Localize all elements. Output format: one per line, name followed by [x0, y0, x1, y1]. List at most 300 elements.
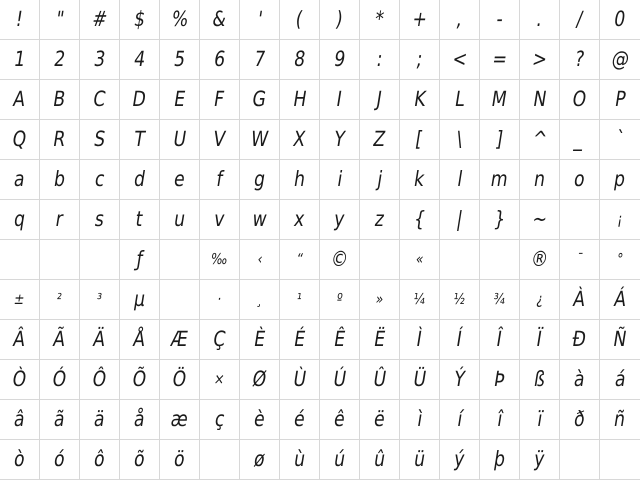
- glyph: w: [250, 207, 269, 231]
- glyph-cell[interactable]: [400, 120, 440, 160]
- glyph: r: [54, 207, 66, 231]
- glyph: X: [291, 127, 308, 151]
- glyph-cell[interactable]: [80, 320, 120, 360]
- glyph-cell[interactable]: [400, 200, 440, 240]
- glyph-cell[interactable]: [480, 40, 520, 80]
- glyph-cell[interactable]: [320, 280, 360, 320]
- glyph-cell[interactable]: [480, 240, 520, 280]
- glyph-cell[interactable]: [440, 360, 480, 400]
- glyph: í: [455, 407, 464, 431]
- glyph-cell[interactable]: [360, 120, 400, 160]
- glyph-cell[interactable]: [120, 160, 160, 200]
- glyph-cell[interactable]: [120, 400, 160, 440]
- glyph-cell[interactable]: [440, 280, 480, 320]
- glyph-cell[interactable]: [480, 160, 520, 200]
- glyph-cell[interactable]: [320, 40, 360, 80]
- glyph: [575, 209, 584, 230]
- glyph-cell[interactable]: [280, 0, 320, 40]
- glyph-cell[interactable]: [520, 160, 560, 200]
- glyph-cell[interactable]: [440, 80, 480, 120]
- glyph-cell[interactable]: [0, 40, 40, 80]
- glyph: ¾: [492, 290, 507, 308]
- glyph: Ò: [10, 367, 29, 391]
- glyph-cell[interactable]: [0, 440, 40, 480]
- glyph: þ: [492, 447, 507, 471]
- glyph: °: [615, 250, 625, 268]
- glyph-cell[interactable]: [320, 120, 360, 160]
- glyph-cell[interactable]: [480, 0, 520, 40]
- glyph: ®: [529, 247, 551, 271]
- glyph-cell[interactable]: [400, 240, 440, 280]
- glyph-cell[interactable]: [520, 0, 560, 40]
- glyph-cell[interactable]: [0, 0, 40, 40]
- glyph-cell[interactable]: [560, 280, 600, 320]
- glyph: Ó: [50, 367, 69, 391]
- glyph-cell[interactable]: [80, 440, 120, 480]
- glyph-cell[interactable]: [480, 280, 520, 320]
- glyph-cell[interactable]: [280, 360, 320, 400]
- glyph-cell[interactable]: [40, 400, 80, 440]
- glyph-cell[interactable]: [280, 280, 320, 320]
- glyph-cell[interactable]: [120, 120, 160, 160]
- glyph-cell[interactable]: [280, 120, 320, 160]
- glyph-cell[interactable]: [440, 40, 480, 80]
- glyph-cell[interactable]: [360, 400, 400, 440]
- glyph-cell[interactable]: [200, 0, 240, 40]
- glyph-cell[interactable]: [80, 160, 120, 200]
- glyph: [455, 249, 464, 270]
- glyph-cell[interactable]: [0, 200, 40, 240]
- glyph-cell[interactable]: [520, 200, 560, 240]
- glyph: =: [490, 47, 509, 71]
- glyph: ¹: [295, 290, 304, 308]
- glyph-cell[interactable]: [240, 120, 280, 160]
- glyph: S: [92, 127, 107, 151]
- glyph: ¡: [616, 210, 624, 228]
- glyph-cell[interactable]: [600, 80, 640, 120]
- glyph: ø: [252, 447, 267, 471]
- glyph-cell[interactable]: [240, 160, 280, 200]
- glyph-cell[interactable]: [280, 160, 320, 200]
- glyph-cell[interactable]: [40, 240, 80, 280]
- glyph-cell[interactable]: [200, 80, 240, 120]
- glyph-cell[interactable]: [520, 240, 560, 280]
- glyph: 4: [132, 47, 147, 71]
- glyph-cell[interactable]: [0, 360, 40, 400]
- glyph-cell[interactable]: [600, 440, 640, 480]
- glyph: V: [211, 127, 228, 151]
- glyph-cell[interactable]: [360, 200, 400, 240]
- glyph-cell[interactable]: [560, 0, 600, 40]
- glyph-cell[interactable]: [120, 40, 160, 80]
- glyph-cell[interactable]: [80, 40, 120, 80]
- glyph: Þ: [492, 367, 507, 391]
- glyph: o: [572, 167, 587, 191]
- glyph-cell[interactable]: [520, 320, 560, 360]
- glyph: !: [14, 7, 25, 31]
- glyph-cell[interactable]: [560, 360, 600, 400]
- glyph-cell[interactable]: [480, 400, 520, 440]
- glyph-cell[interactable]: [160, 320, 200, 360]
- glyph-cell[interactable]: [120, 200, 160, 240]
- glyph-cell[interactable]: [600, 160, 640, 200]
- glyph: n: [532, 167, 547, 191]
- glyph-cell[interactable]: [200, 160, 240, 200]
- glyph-cell[interactable]: [240, 280, 280, 320]
- glyph-cell[interactable]: [0, 400, 40, 440]
- glyph-cell[interactable]: [480, 200, 520, 240]
- glyph-cell[interactable]: [280, 400, 320, 440]
- glyph: [95, 249, 104, 270]
- glyph-cell[interactable]: [560, 160, 600, 200]
- glyph-cell[interactable]: [320, 360, 360, 400]
- glyph-cell[interactable]: [160, 280, 200, 320]
- glyph-cell[interactable]: [280, 40, 320, 80]
- glyph-cell[interactable]: [360, 40, 400, 80]
- glyph-cell[interactable]: [440, 400, 480, 440]
- glyph-cell[interactable]: [80, 120, 120, 160]
- glyph-cell[interactable]: [400, 160, 440, 200]
- glyph-cell[interactable]: [80, 240, 120, 280]
- glyph: ú: [332, 447, 347, 471]
- glyph-cell[interactable]: [0, 120, 40, 160]
- glyph-cell[interactable]: [40, 280, 80, 320]
- glyph-cell[interactable]: [0, 320, 40, 360]
- glyph: Ù: [291, 367, 308, 391]
- glyph-cell[interactable]: [40, 440, 80, 480]
- glyph: ©: [329, 247, 351, 271]
- glyph: I: [335, 87, 345, 111]
- glyph: [616, 449, 625, 470]
- glyph-cell[interactable]: [280, 440, 320, 480]
- glyph-cell[interactable]: [480, 440, 520, 480]
- glyph: Ñ: [611, 327, 629, 351]
- glyph-cell[interactable]: [440, 160, 480, 200]
- glyph-cell[interactable]: [200, 320, 240, 360]
- glyph-cell[interactable]: [240, 360, 280, 400]
- glyph-cell[interactable]: [240, 0, 280, 40]
- glyph-cell[interactable]: [120, 0, 160, 40]
- glyph-cell[interactable]: [360, 160, 400, 200]
- glyph-cell[interactable]: [0, 160, 40, 200]
- glyph: .: [534, 7, 545, 31]
- glyph: ä: [92, 407, 107, 431]
- glyph-cell[interactable]: [200, 120, 240, 160]
- glyph-cell[interactable]: [560, 400, 600, 440]
- glyph: [495, 249, 504, 270]
- glyph-cell[interactable]: [520, 280, 560, 320]
- glyph-cell[interactable]: [160, 120, 200, 160]
- glyph-cell[interactable]: [600, 360, 640, 400]
- glyph-cell[interactable]: [40, 160, 80, 200]
- glyph: i: [335, 167, 344, 191]
- glyph-cell[interactable]: [520, 40, 560, 80]
- glyph: b: [52, 167, 67, 191]
- glyph: ^: [530, 127, 549, 151]
- glyph-cell[interactable]: [320, 320, 360, 360]
- glyph-cell[interactable]: [600, 240, 640, 280]
- glyph-cell[interactable]: [600, 40, 640, 80]
- glyph-cell[interactable]: [200, 240, 240, 280]
- glyph: ï: [535, 407, 544, 431]
- glyph-cell[interactable]: [240, 400, 280, 440]
- glyph-cell[interactable]: [480, 320, 520, 360]
- glyph-cell[interactable]: [240, 440, 280, 480]
- glyph: D: [131, 87, 149, 111]
- glyph-cell[interactable]: [600, 280, 640, 320]
- glyph-cell[interactable]: [360, 0, 400, 40]
- glyph-cell[interactable]: [600, 0, 640, 40]
- glyph: O: [570, 87, 589, 111]
- glyph-cell[interactable]: [520, 80, 560, 120]
- glyph: õ: [132, 447, 147, 471]
- glyph: K: [412, 87, 428, 111]
- glyph-cell[interactable]: [400, 400, 440, 440]
- glyph: B: [51, 87, 68, 111]
- glyph: c: [92, 167, 107, 191]
- glyph-cell[interactable]: [120, 80, 160, 120]
- glyph-cell[interactable]: [360, 360, 400, 400]
- glyph-cell[interactable]: [280, 320, 320, 360]
- glyph-cell[interactable]: [400, 0, 440, 40]
- glyph-cell[interactable]: [240, 240, 280, 280]
- glyph-cell[interactable]: [560, 240, 600, 280]
- glyph-cell[interactable]: [200, 40, 240, 80]
- glyph-cell[interactable]: [360, 280, 400, 320]
- glyph-cell[interactable]: [400, 40, 440, 80]
- glyph: *: [373, 7, 386, 31]
- glyph-cell[interactable]: [120, 440, 160, 480]
- glyph-cell[interactable]: [320, 200, 360, 240]
- glyph-cell[interactable]: [240, 200, 280, 240]
- glyph-cell[interactable]: [520, 400, 560, 440]
- glyph-cell[interactable]: [40, 360, 80, 400]
- glyph: Ø: [250, 367, 269, 391]
- glyph-cell[interactable]: [200, 440, 240, 480]
- glyph: Î: [495, 327, 505, 351]
- glyph-cell[interactable]: [440, 320, 480, 360]
- glyph-cell[interactable]: [240, 80, 280, 120]
- glyph-cell[interactable]: [400, 440, 440, 480]
- glyph-cell[interactable]: [400, 280, 440, 320]
- glyph-cell[interactable]: [400, 360, 440, 400]
- glyph: x: [292, 207, 307, 231]
- glyph-cell[interactable]: [280, 80, 320, 120]
- glyph-cell[interactable]: [360, 80, 400, 120]
- glyph-cell[interactable]: [240, 40, 280, 80]
- glyph-cell[interactable]: [360, 240, 400, 280]
- glyph: Í: [455, 327, 465, 351]
- glyph: z: [373, 207, 387, 231]
- glyph-cell[interactable]: [480, 360, 520, 400]
- glyph: À: [571, 287, 588, 311]
- glyph: á: [612, 367, 628, 391]
- glyph-cell[interactable]: [40, 320, 80, 360]
- glyph: Ô: [90, 367, 109, 391]
- glyph-cell[interactable]: [520, 440, 560, 480]
- glyph-cell[interactable]: [320, 80, 360, 120]
- glyph: ò: [12, 447, 27, 471]
- glyph: ²: [55, 290, 64, 308]
- glyph: Á: [612, 287, 628, 311]
- glyph: {: [412, 207, 427, 231]
- glyph: ': [255, 7, 264, 31]
- glyph-cell[interactable]: [0, 280, 40, 320]
- glyph: æ: [169, 407, 190, 431]
- glyph-cell[interactable]: [560, 40, 600, 80]
- glyph-cell[interactable]: [0, 240, 40, 280]
- glyph: \: [454, 127, 465, 151]
- glyph-cell[interactable]: [160, 240, 200, 280]
- glyph: W: [249, 127, 270, 151]
- glyph-cell[interactable]: [120, 320, 160, 360]
- glyph-cell[interactable]: [120, 360, 160, 400]
- glyph-cell[interactable]: [560, 440, 600, 480]
- glyph-cell[interactable]: [160, 40, 200, 80]
- glyph: N: [531, 87, 548, 111]
- glyph-cell[interactable]: [40, 200, 80, 240]
- glyph: ?: [573, 47, 587, 71]
- glyph: º: [335, 290, 344, 308]
- glyph-cell[interactable]: [80, 0, 120, 40]
- glyph-cell[interactable]: [160, 80, 200, 120]
- glyph-cell[interactable]: [360, 440, 400, 480]
- glyph: à: [572, 367, 587, 391]
- glyph: 3: [92, 47, 107, 71]
- glyph-cell[interactable]: [120, 280, 160, 320]
- glyph-cell[interactable]: [320, 0, 360, 40]
- glyph: ë: [372, 407, 387, 431]
- glyph: ¯: [575, 250, 585, 268]
- glyph-cell[interactable]: [80, 80, 120, 120]
- glyph-cell[interactable]: [160, 400, 200, 440]
- glyph-cell[interactable]: [440, 200, 480, 240]
- glyph: ù: [292, 447, 307, 471]
- glyph: `: [613, 127, 627, 151]
- glyph: g: [252, 167, 267, 191]
- glyph-cell[interactable]: [40, 120, 80, 160]
- glyph-cell[interactable]: [40, 40, 80, 80]
- glyph: P: [612, 87, 628, 111]
- glyph: e: [172, 167, 187, 191]
- glyph-cell[interactable]: [440, 120, 480, 160]
- glyph-cell[interactable]: [560, 200, 600, 240]
- glyph-cell[interactable]: [400, 320, 440, 360]
- glyph-cell[interactable]: [440, 240, 480, 280]
- glyph-cell[interactable]: [80, 360, 120, 400]
- glyph: ó: [52, 447, 67, 471]
- glyph: d: [132, 167, 147, 191]
- glyph: ã: [52, 407, 67, 431]
- glyph-cell[interactable]: [600, 200, 640, 240]
- glyph: ¿: [534, 290, 545, 308]
- glyph-cell[interactable]: [600, 320, 640, 360]
- glyph-cell[interactable]: [0, 80, 40, 120]
- glyph: Ì: [415, 327, 425, 351]
- glyph: L: [452, 87, 467, 111]
- glyph: ÿ: [532, 447, 547, 471]
- glyph-cell[interactable]: [160, 0, 200, 40]
- glyph: ½: [452, 290, 467, 308]
- glyph-cell[interactable]: [320, 160, 360, 200]
- glyph-cell[interactable]: [440, 0, 480, 40]
- glyph: [375, 249, 384, 270]
- glyph-cell[interactable]: [280, 240, 320, 280]
- glyph-cell[interactable]: [80, 400, 120, 440]
- glyph-cell[interactable]: [320, 440, 360, 480]
- glyph: ð: [572, 407, 587, 431]
- glyph: ,: [454, 7, 465, 31]
- glyph: “: [294, 250, 305, 268]
- glyph-cell[interactable]: [200, 400, 240, 440]
- glyph-cell[interactable]: [560, 120, 600, 160]
- glyph-cell[interactable]: [200, 360, 240, 400]
- glyph: &: [210, 7, 229, 31]
- glyph: Ï: [535, 327, 545, 351]
- glyph: î: [495, 407, 504, 431]
- glyph: â: [12, 407, 27, 431]
- glyph-cell[interactable]: [440, 440, 480, 480]
- glyph-cell[interactable]: [560, 320, 600, 360]
- glyph-cell[interactable]: [40, 80, 80, 120]
- glyph-cell[interactable]: [480, 80, 520, 120]
- glyph: É: [292, 327, 307, 351]
- glyph: ×: [212, 370, 227, 388]
- glyph-cell[interactable]: [480, 120, 520, 160]
- glyph: Â: [11, 327, 28, 351]
- glyph-cell[interactable]: [360, 320, 400, 360]
- glyph-cell[interactable]: [40, 0, 80, 40]
- glyph: M: [490, 87, 509, 111]
- glyph: }: [492, 207, 507, 231]
- glyph-cell[interactable]: [80, 280, 120, 320]
- glyph-cell[interactable]: [160, 360, 200, 400]
- glyph-cell[interactable]: [240, 320, 280, 360]
- glyph-cell[interactable]: [160, 200, 200, 240]
- glyph-cell[interactable]: [280, 200, 320, 240]
- glyph: ;: [414, 47, 425, 71]
- glyph-cell[interactable]: [200, 200, 240, 240]
- glyph: >: [530, 47, 549, 71]
- glyph: p: [612, 167, 628, 191]
- glyph-cell[interactable]: [560, 80, 600, 120]
- glyph: Q: [10, 127, 29, 151]
- glyph: _: [573, 127, 586, 151]
- glyph: y: [332, 207, 347, 231]
- glyph: ü: [412, 447, 427, 471]
- glyph-cell[interactable]: [600, 120, 640, 160]
- glyph: ): [334, 7, 345, 31]
- glyph-cell[interactable]: [400, 80, 440, 120]
- glyph-cell[interactable]: [80, 200, 120, 240]
- glyph-cell[interactable]: [200, 280, 240, 320]
- glyph-cell[interactable]: [160, 440, 200, 480]
- glyph: ç: [212, 407, 227, 431]
- glyph-cell[interactable]: [320, 240, 360, 280]
- glyph: 7: [252, 47, 267, 71]
- glyph: ê: [332, 407, 347, 431]
- glyph-cell[interactable]: [600, 400, 640, 440]
- glyph: t: [134, 207, 145, 231]
- glyph-cell[interactable]: [160, 160, 200, 200]
- glyph-cell[interactable]: [520, 360, 560, 400]
- glyph: å: [132, 407, 147, 431]
- glyph: Û: [371, 367, 388, 391]
- glyph-cell[interactable]: [520, 120, 560, 160]
- glyph-cell[interactable]: [320, 400, 360, 440]
- glyph: #: [90, 7, 109, 31]
- glyph-cell[interactable]: [120, 240, 160, 280]
